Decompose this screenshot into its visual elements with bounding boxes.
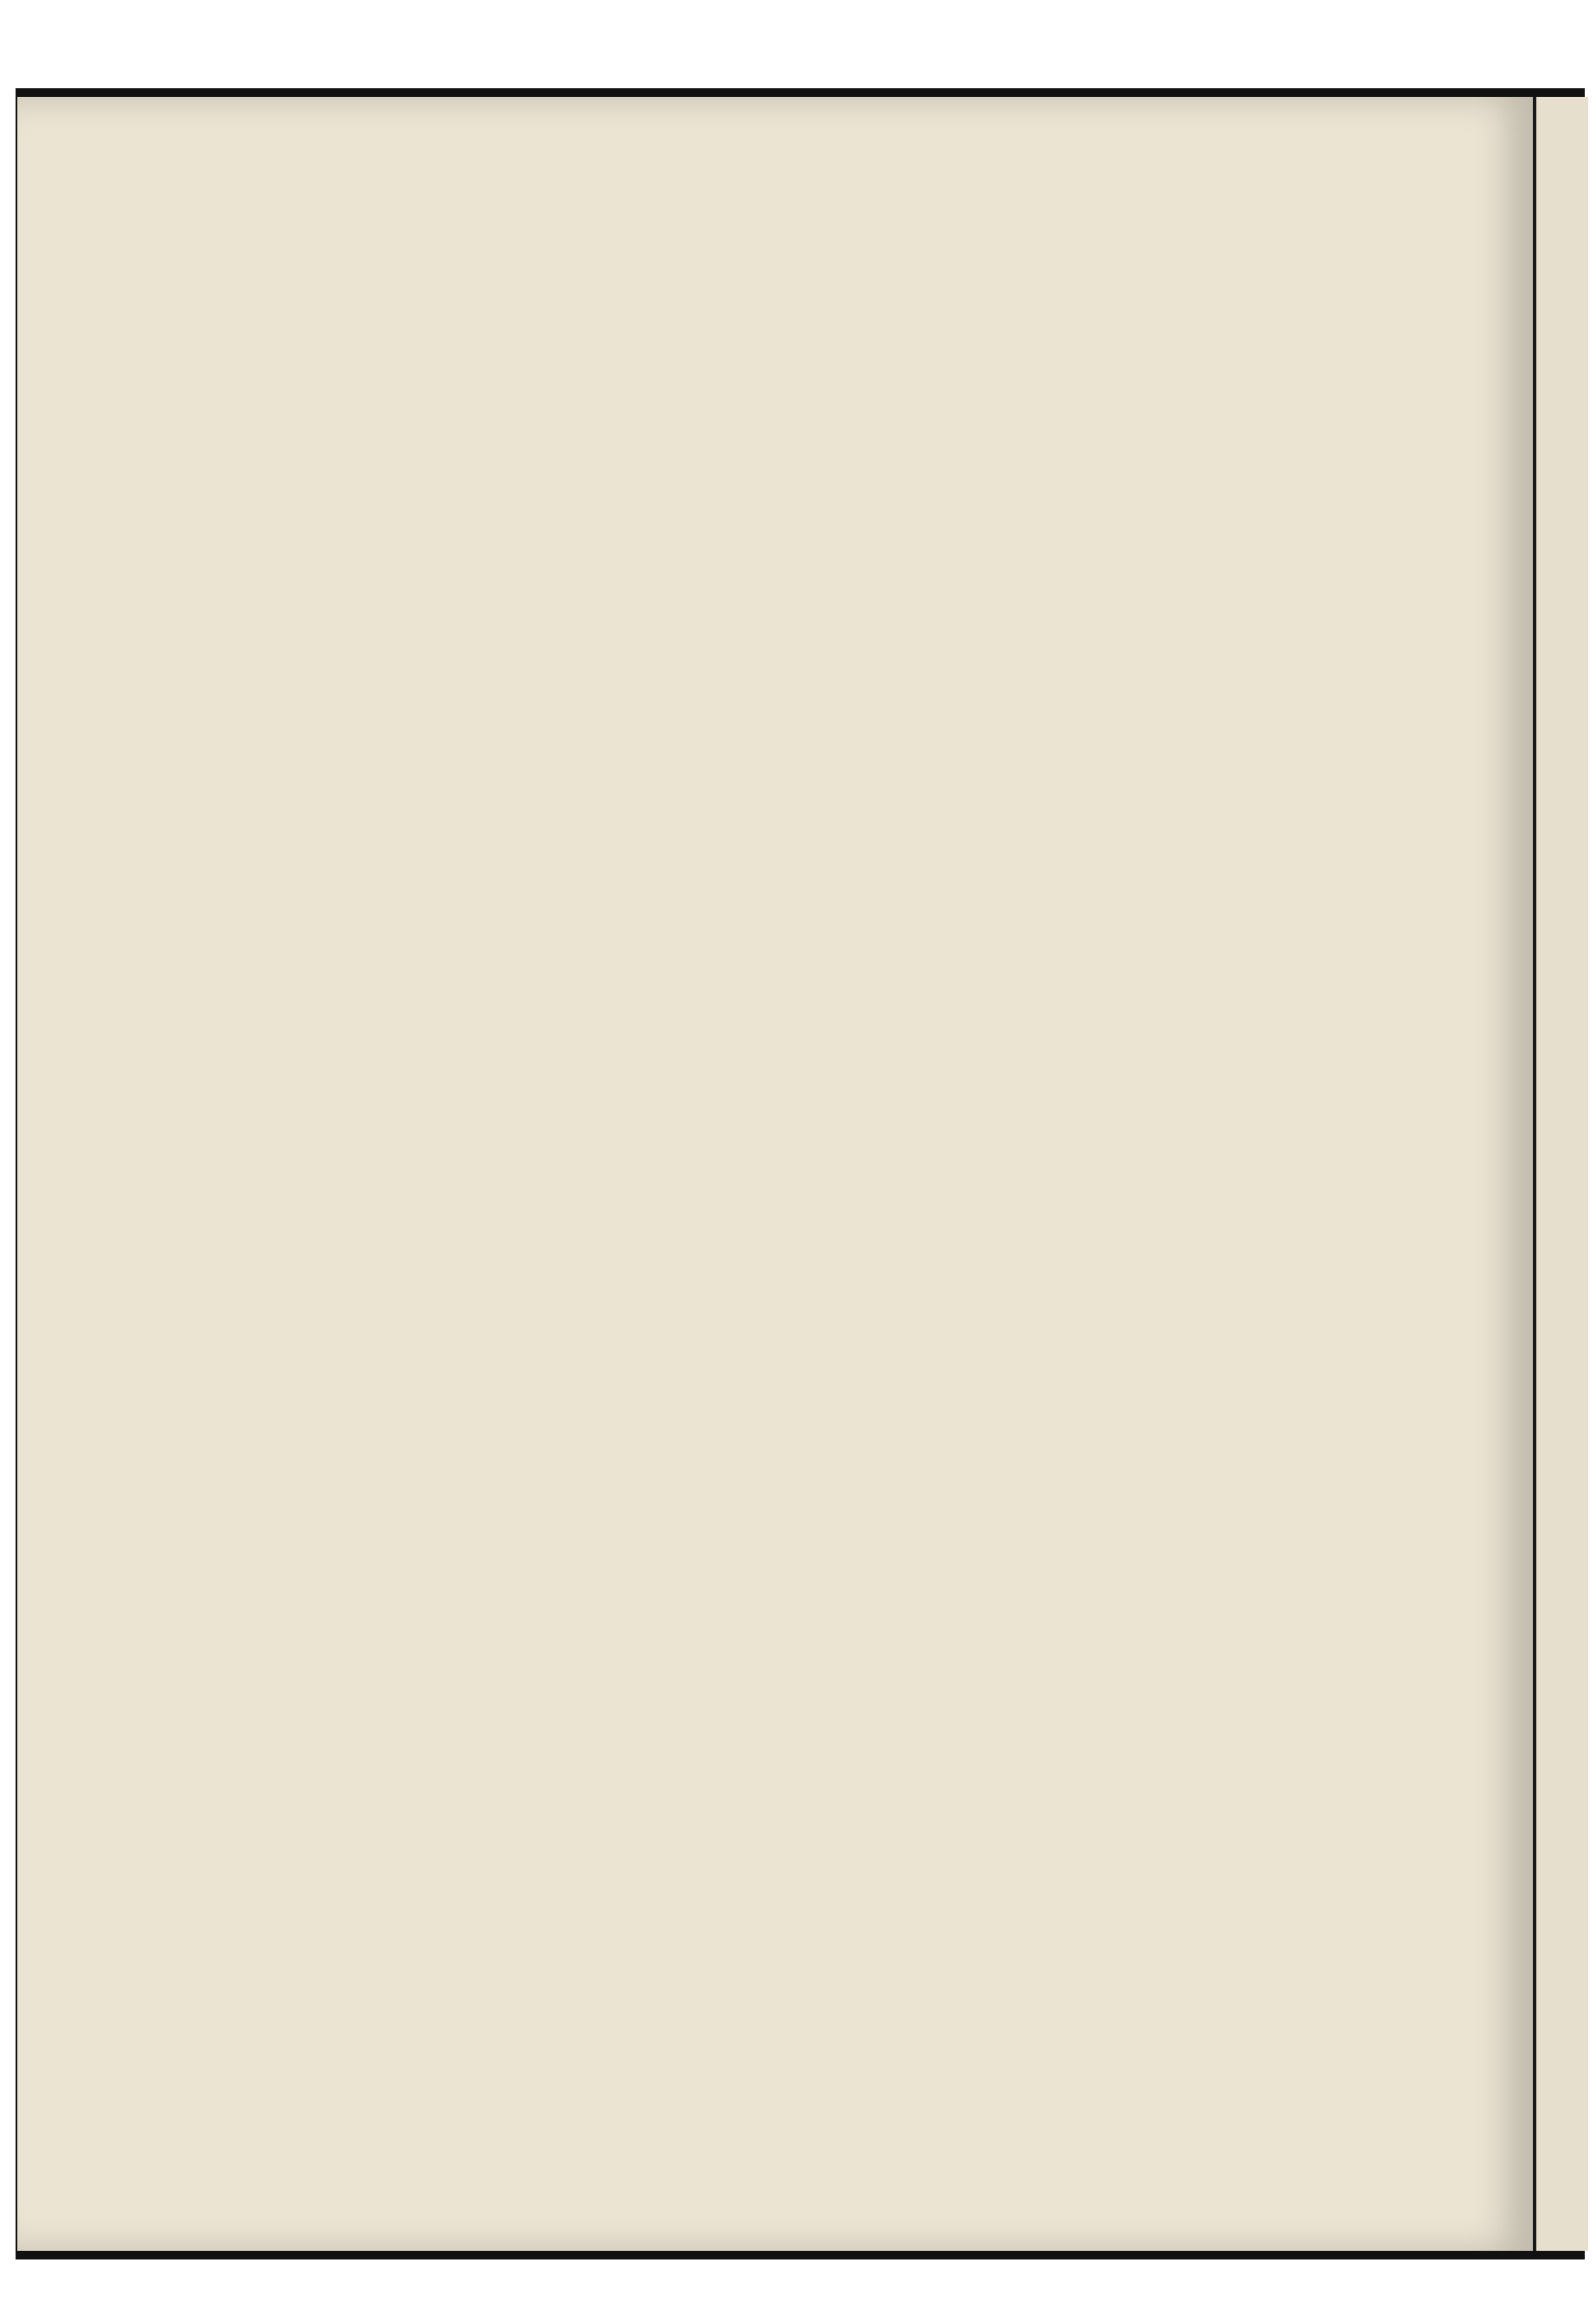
adjacent-page-edge [1533,97,1588,2251]
left-column [171,266,824,272]
book-page [17,97,1533,2251]
